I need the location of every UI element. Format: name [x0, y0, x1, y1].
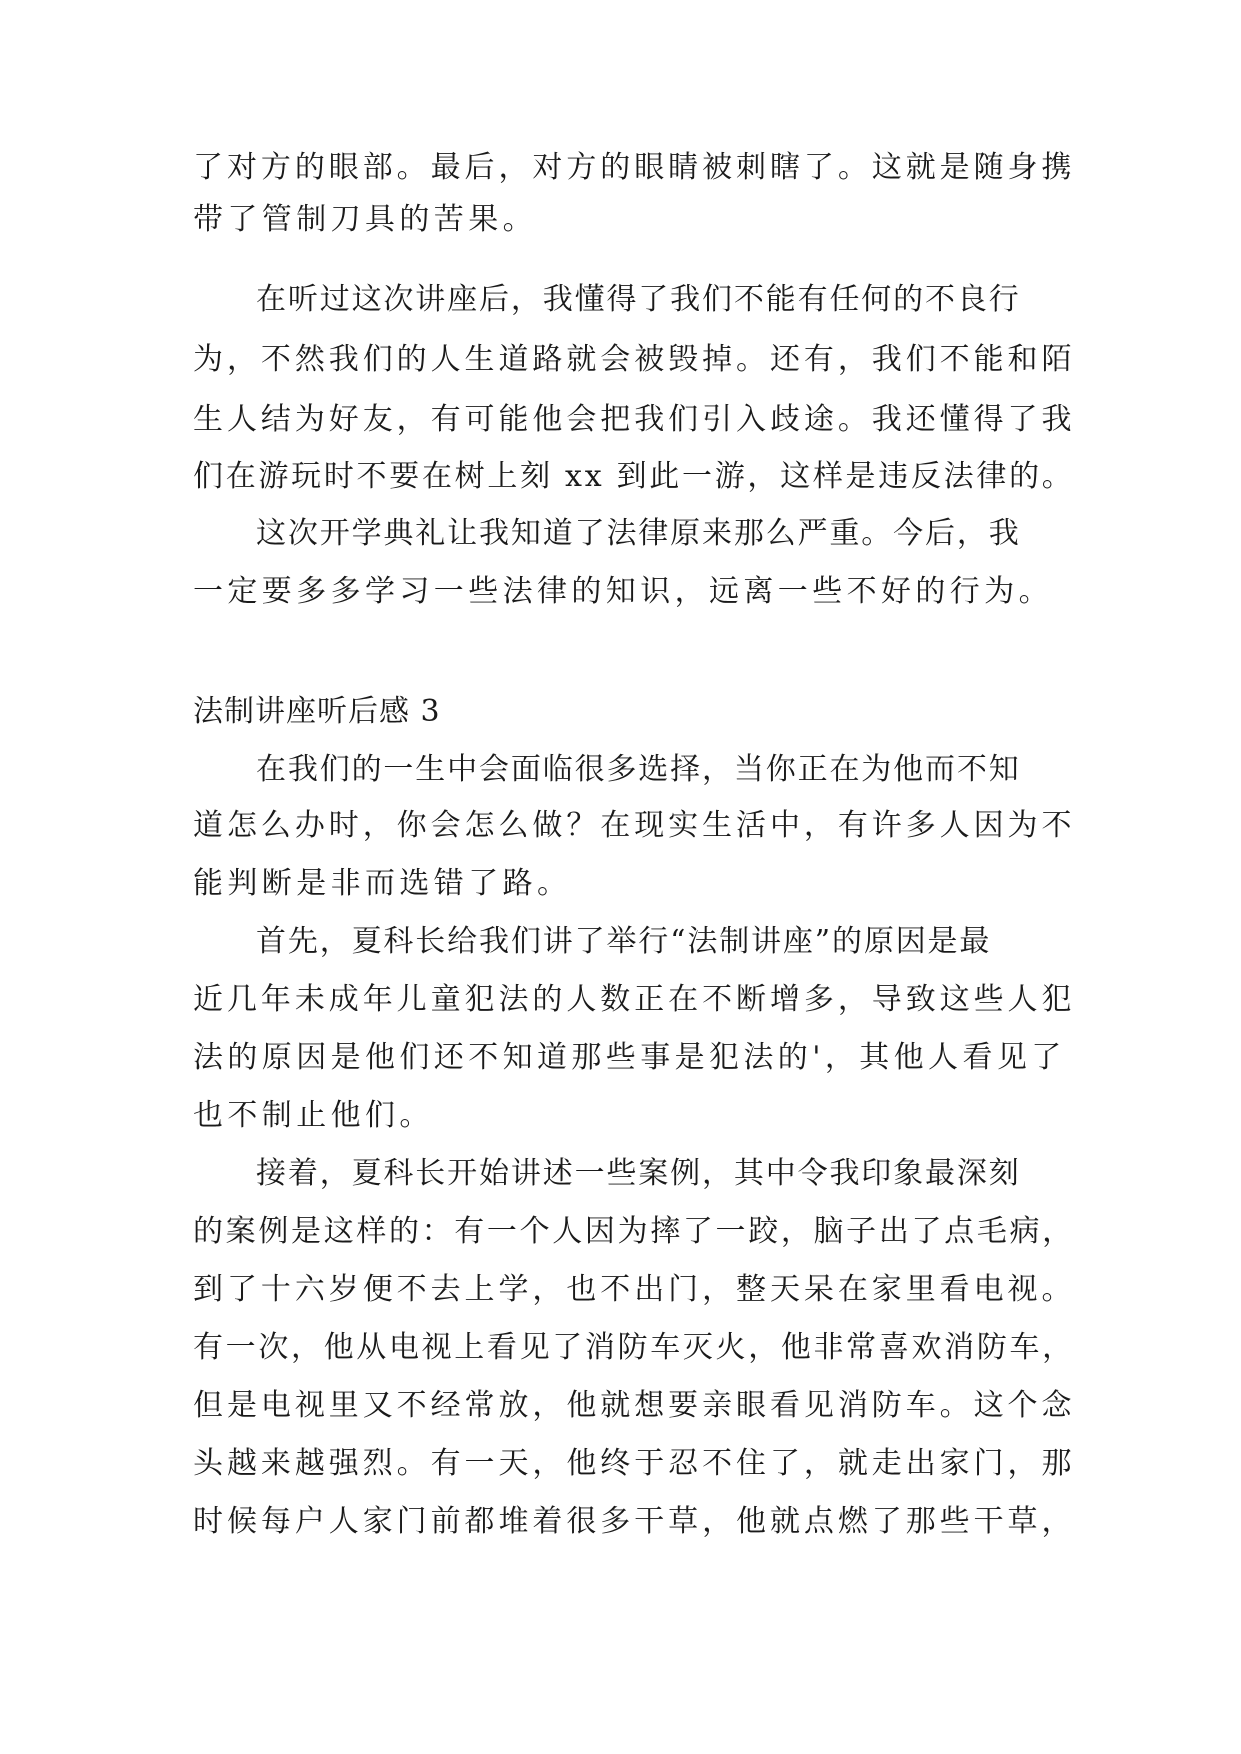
text-line: 为，不然我们的人生道路就会被毁掉。还有，我们不能和陌: [193, 342, 1076, 377]
paragraph-first-line: 首先，夏科长给我们讲了举行“法制讲座”的原因是最: [256, 924, 992, 959]
text-line: 但是电视里又不经常放，他就想要亲眼看见消防车。这个念: [193, 1388, 1076, 1423]
text-line: 带了管制刀具的苦果。: [193, 202, 537, 237]
text-line: 们在游玩时不要在树上刻 xx 到此一游，这样是违反法律的。: [193, 459, 1075, 494]
text-line: 了对方的眼部。最后，对方的眼睛被刺瞎了。这就是随身携: [193, 150, 1076, 185]
text-line: 也不制止他们。: [193, 1098, 434, 1133]
paragraph-first-line: 在听过这次讲座后，我懂得了我们不能有任何的不良行: [256, 282, 1021, 317]
text-line: 头越来越强烈。有一天，他终于忍不住了，就走出家门，那: [193, 1446, 1076, 1481]
text-line: 时候每户人家门前都堆着很多干草，他就点燃了那些干草，: [193, 1504, 1076, 1539]
paragraph-first-line: 在我们的一生中会面临很多选择，当你正在为他而不知: [256, 752, 1021, 787]
text-line: 法的原因是他们还不知道那些事是犯法的'，其他人看见了: [193, 1040, 1066, 1075]
paragraph-first-line: 接着，夏科长开始讲述一些案例，其中令我印象最深刻: [256, 1156, 1021, 1191]
text-line: 生人结为好友，有可能他会把我们引入歧途。我还懂得了我: [193, 402, 1076, 437]
text-line: 道怎么办时，你会怎么做？在现实生活中，有许多人因为不: [193, 808, 1076, 843]
text-line: 有一次，他从电视上看见了消防车灭火，他非常喜欢消防车，: [193, 1330, 1075, 1365]
text-line: 能判断是非而选错了路。: [193, 866, 572, 901]
text-line: 的案例是这样的：有一个人因为摔了一跤，脑子出了点毛病，: [193, 1214, 1075, 1249]
text-line: 到了十六岁便不去上学，也不出门，整天呆在家里看电视。: [193, 1272, 1076, 1307]
section-heading: 法制讲座听后感 3: [193, 694, 441, 729]
text-line: 近几年未成年儿童犯法的人数正在不断增多，导致这些人犯: [193, 982, 1076, 1017]
paragraph-first-line: 这次开学典礼让我知道了法律原来那么严重。今后，我: [256, 516, 1021, 551]
text-line: 一定要多多学习一些法律的知识，远离一些不好的行为。: [193, 574, 1053, 609]
